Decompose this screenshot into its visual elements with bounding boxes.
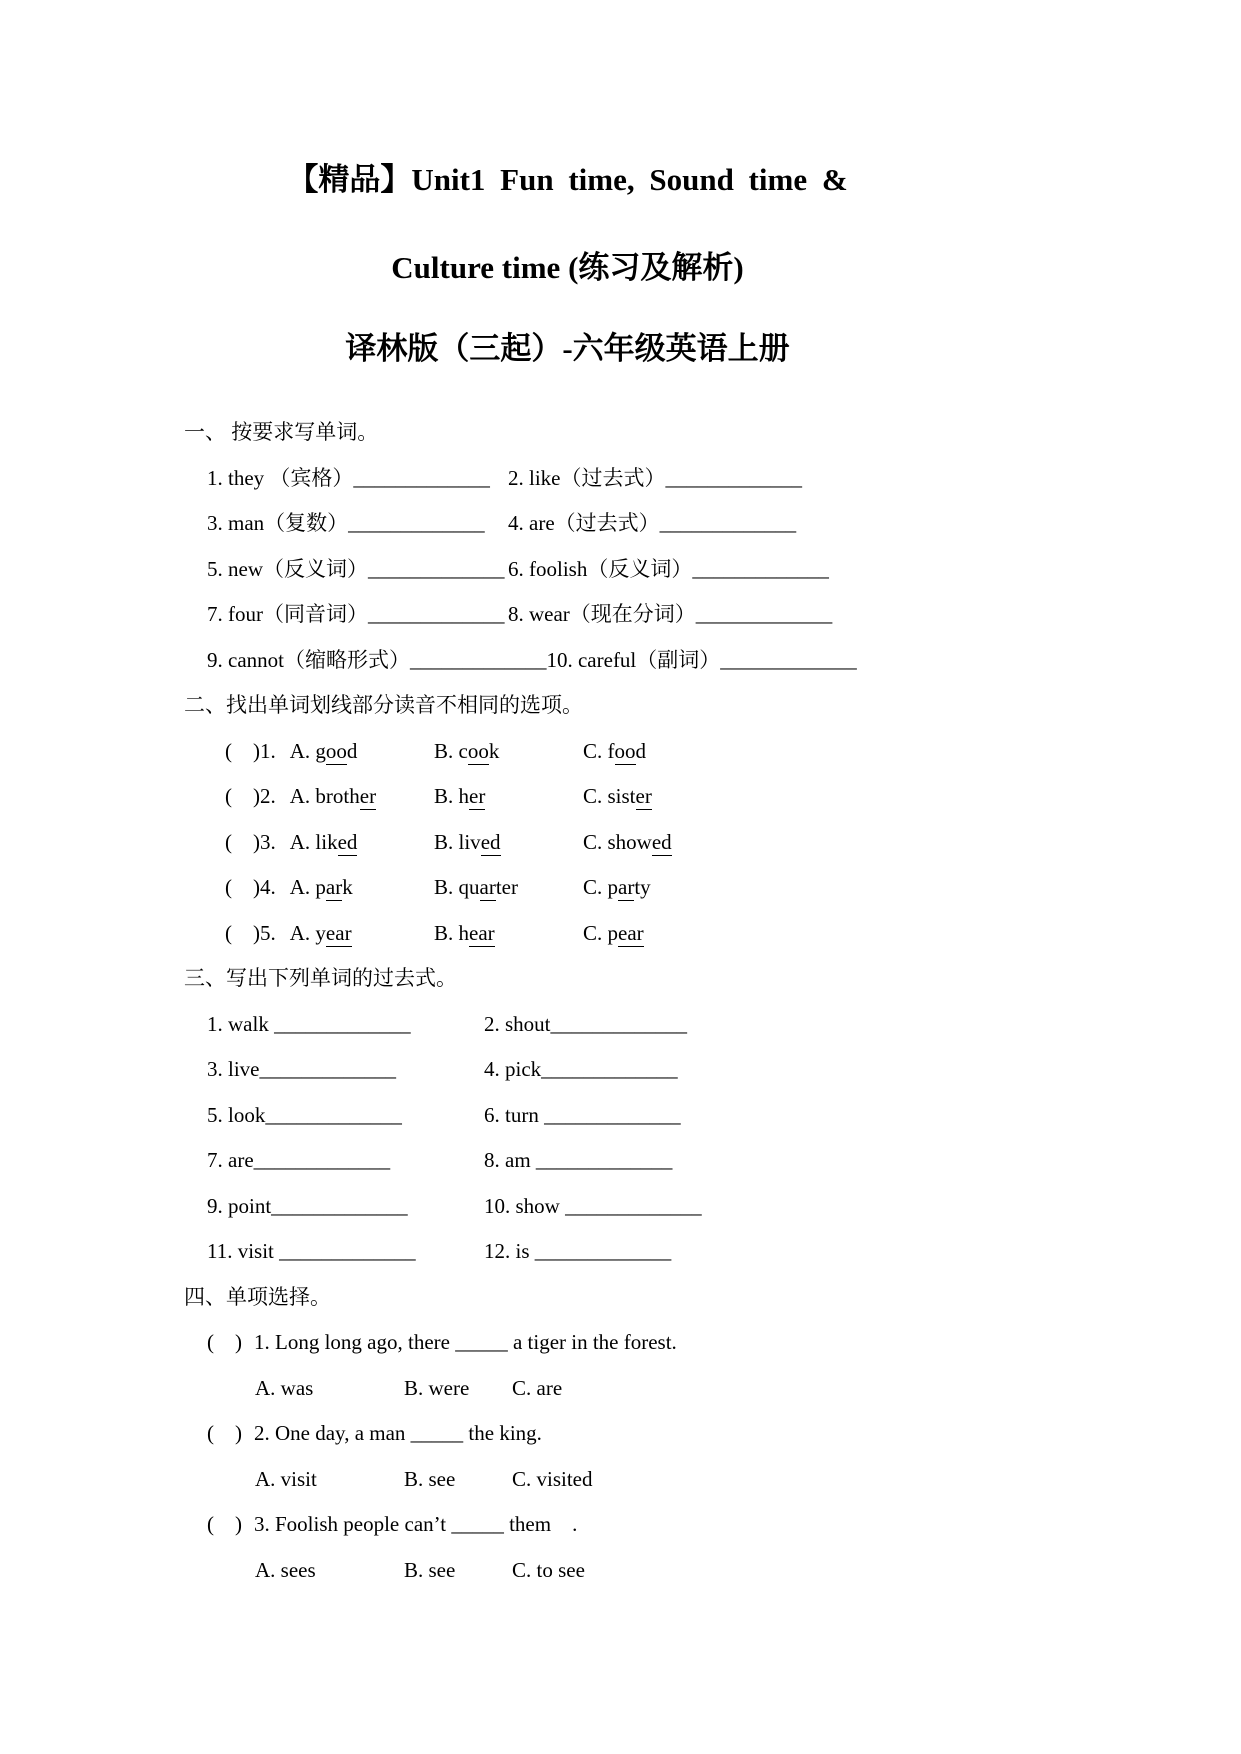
fill-blank-item: 8. am _____________ <box>484 1148 673 1172</box>
option-cell <box>434 729 583 775</box>
mcq-option: A. was <box>255 1375 314 1400</box>
mcq-option: C. visited <box>512 1466 593 1491</box>
section-write-words <box>170 410 1181 683</box>
word-option: B. lived <box>434 829 501 854</box>
section-4-rows <box>170 1320 1181 1593</box>
fill-blank-item: 3. live_____________ <box>207 1057 396 1081</box>
mcq-question-row <box>170 1320 1181 1366</box>
word-option: A. good <box>289 738 358 763</box>
doc-subtitle: 译林版（三起）-六年级英语上册 <box>345 331 790 366</box>
option-cell <box>434 774 583 820</box>
fill-blank-item: 2. like（过去式）_____________ <box>508 465 802 490</box>
underlined-part: ar <box>325 875 343 899</box>
doc-title-line2: Culture time (练习及解析) <box>391 250 744 285</box>
underlined-part: oo <box>614 738 636 763</box>
word-option: C. food <box>583 738 646 763</box>
question-text: 1. Long long ago, there _____ a tiger in the forest. <box>254 1330 677 1354</box>
word-option: C. showed <box>583 829 672 854</box>
fill-blank-row <box>170 592 1181 638</box>
underlined-part: ar <box>618 875 635 899</box>
underlined-part: er <box>359 784 377 808</box>
fill-blank-item: 3. man（复数）_____________ <box>207 511 485 535</box>
fill-blank-item: 10. careful（副词）_____________ <box>546 647 857 672</box>
fill-blank-item: 5. look_____________ <box>207 1102 402 1127</box>
mcq-options-row <box>170 1548 1181 1594</box>
answer-bracket: ( ) <box>207 1330 242 1354</box>
section-pronunciation <box>170 683 1181 956</box>
option-cell <box>434 911 583 957</box>
fill-blank-item: 5. new（反义词）_____________ <box>207 556 505 581</box>
option-cell <box>225 729 434 775</box>
pronunciation-choice-row <box>170 820 1181 866</box>
option-cell <box>583 911 644 957</box>
fill-blank-item: 2. shout_____________ <box>484 1011 688 1036</box>
word-option: A. year <box>289 920 352 945</box>
mcq-option: C. are <box>512 1375 563 1400</box>
fill-blank-item: 4. pick_____________ <box>484 1057 678 1081</box>
option-cell <box>434 865 583 911</box>
fill-blank-item: 9. point_____________ <box>207 1193 408 1218</box>
word-option: B. quarter <box>434 875 518 899</box>
word-option: B. her <box>434 784 486 808</box>
underlined-part: ear <box>325 920 352 945</box>
question-text: 3. Foolish people can’t _____ them . <box>254 1512 578 1536</box>
question-number: 4. <box>260 875 276 899</box>
option-cell <box>583 774 652 820</box>
question-number: 3. <box>260 829 276 854</box>
section-2-heading: 二、找出单词划线部分读音不相同的选项。 <box>184 693 583 717</box>
document-header <box>170 158 965 372</box>
fill-blank-row <box>170 1229 1181 1275</box>
answer-bracket: ( ) <box>225 784 260 808</box>
question-number: 1. <box>260 738 276 763</box>
underlined-part: oo <box>325 738 347 763</box>
mcq-option: A. visit <box>255 1466 317 1491</box>
fill-blank-item: 6. foolish（反义词）_____________ <box>508 556 829 581</box>
underlined-part: ed <box>337 829 358 854</box>
underlined-part: ear <box>618 920 644 945</box>
word-option: C. party <box>583 875 651 899</box>
answer-bracket: ( ) <box>225 829 260 854</box>
option-cell <box>225 865 434 911</box>
answer-bracket: ( ) <box>207 1421 242 1445</box>
section-multiple-choice <box>170 1275 1181 1594</box>
fill-blank-row <box>170 1093 1181 1139</box>
section-1-rows <box>170 456 1181 684</box>
fill-blank-row <box>170 547 1181 593</box>
option-cell <box>583 729 646 775</box>
pronunciation-choice-row <box>170 865 1181 911</box>
doc-title-line1: 【精品】Unit1 Fun time, Sound time & <box>287 162 848 197</box>
answer-bracket: ( ) <box>225 738 260 763</box>
answer-bracket: ( ) <box>225 875 260 899</box>
section-3-rows <box>170 1002 1181 1275</box>
pronunciation-choice-row <box>170 911 1181 957</box>
word-option: C. sister <box>583 784 652 808</box>
word-option: A. liked <box>289 829 358 854</box>
fill-blank-row <box>170 1047 1181 1093</box>
pronunciation-choice-row <box>170 774 1181 820</box>
fill-blank-item: 7. are_____________ <box>207 1148 391 1172</box>
underlined-part: ed <box>480 829 501 854</box>
section-1-heading: 一、 按要求写单词。 <box>184 420 379 444</box>
underlined-part: er <box>635 784 652 808</box>
mcq-option: B. were <box>404 1375 470 1400</box>
question-text: 2. One day, a man _____ the king. <box>254 1421 542 1445</box>
fill-blank-item: 7. four（同音词）_____________ <box>207 602 505 626</box>
option-cell <box>225 820 434 866</box>
underlined-part: er <box>469 784 486 808</box>
fill-blank-item: 9. cannot（缩略形式）_____________ <box>207 647 547 672</box>
underlined-part: ar <box>479 875 496 899</box>
option-cell <box>583 820 672 866</box>
option-cell <box>434 820 583 866</box>
underlined-part: ed <box>651 829 672 854</box>
answer-bracket: ( ) <box>207 1512 242 1536</box>
fill-blank-row <box>170 501 1181 547</box>
mcq-option: B. see <box>404 1557 456 1582</box>
question-number: 2. <box>260 784 276 808</box>
fill-blank-row <box>170 1184 1181 1230</box>
word-option: A. park <box>289 875 353 899</box>
mcq-option: C. to see <box>512 1557 585 1582</box>
question-number: 5. <box>260 920 276 945</box>
section-4-heading: 四、单项选择。 <box>184 1284 331 1309</box>
pronunciation-choice-row <box>170 729 1181 775</box>
fill-blank-item: 10. show _____________ <box>484 1193 702 1218</box>
section-past-tense <box>170 956 1181 1275</box>
option-cell <box>225 774 434 820</box>
word-option: B. hear <box>434 920 495 945</box>
option-cell <box>225 911 434 957</box>
fill-blank-row <box>170 1138 1181 1184</box>
mcq-options-row <box>170 1457 1181 1503</box>
fill-blank-row <box>170 1002 1181 1048</box>
mcq-question-row <box>170 1502 1181 1548</box>
mcq-options-row <box>170 1366 1181 1412</box>
word-option: C. pear <box>583 920 644 945</box>
underlined-part: ear <box>469 920 495 945</box>
section-2-rows <box>170 729 1181 957</box>
mcq-option: B. see <box>404 1466 456 1491</box>
section-3-heading: 三、写出下列单词的过去式。 <box>184 966 457 990</box>
fill-blank-row <box>170 638 1181 684</box>
underlined-part: oo <box>467 738 489 763</box>
fill-blank-item: 4. are（过去式）_____________ <box>508 511 797 535</box>
fill-blank-item: 8. wear（现在分词）_____________ <box>508 602 833 626</box>
fill-blank-item: 1. walk _____________ <box>207 1011 411 1036</box>
fill-blank-item: 12. is _____________ <box>484 1239 672 1263</box>
fill-blank-item: 11. visit _____________ <box>207 1239 416 1263</box>
option-cell <box>583 865 651 911</box>
mcq-option: A. sees <box>255 1557 316 1582</box>
answer-bracket: ( ) <box>225 920 260 945</box>
fill-blank-row <box>170 456 1181 502</box>
word-option: A. brother <box>289 784 377 808</box>
worksheet-body <box>170 410 1181 1593</box>
word-option: B. cook <box>434 738 500 763</box>
fill-blank-item: 1. they （宾格）_____________ <box>207 465 490 490</box>
mcq-question-row <box>170 1411 1181 1457</box>
fill-blank-item: 6. turn _____________ <box>484 1102 681 1127</box>
